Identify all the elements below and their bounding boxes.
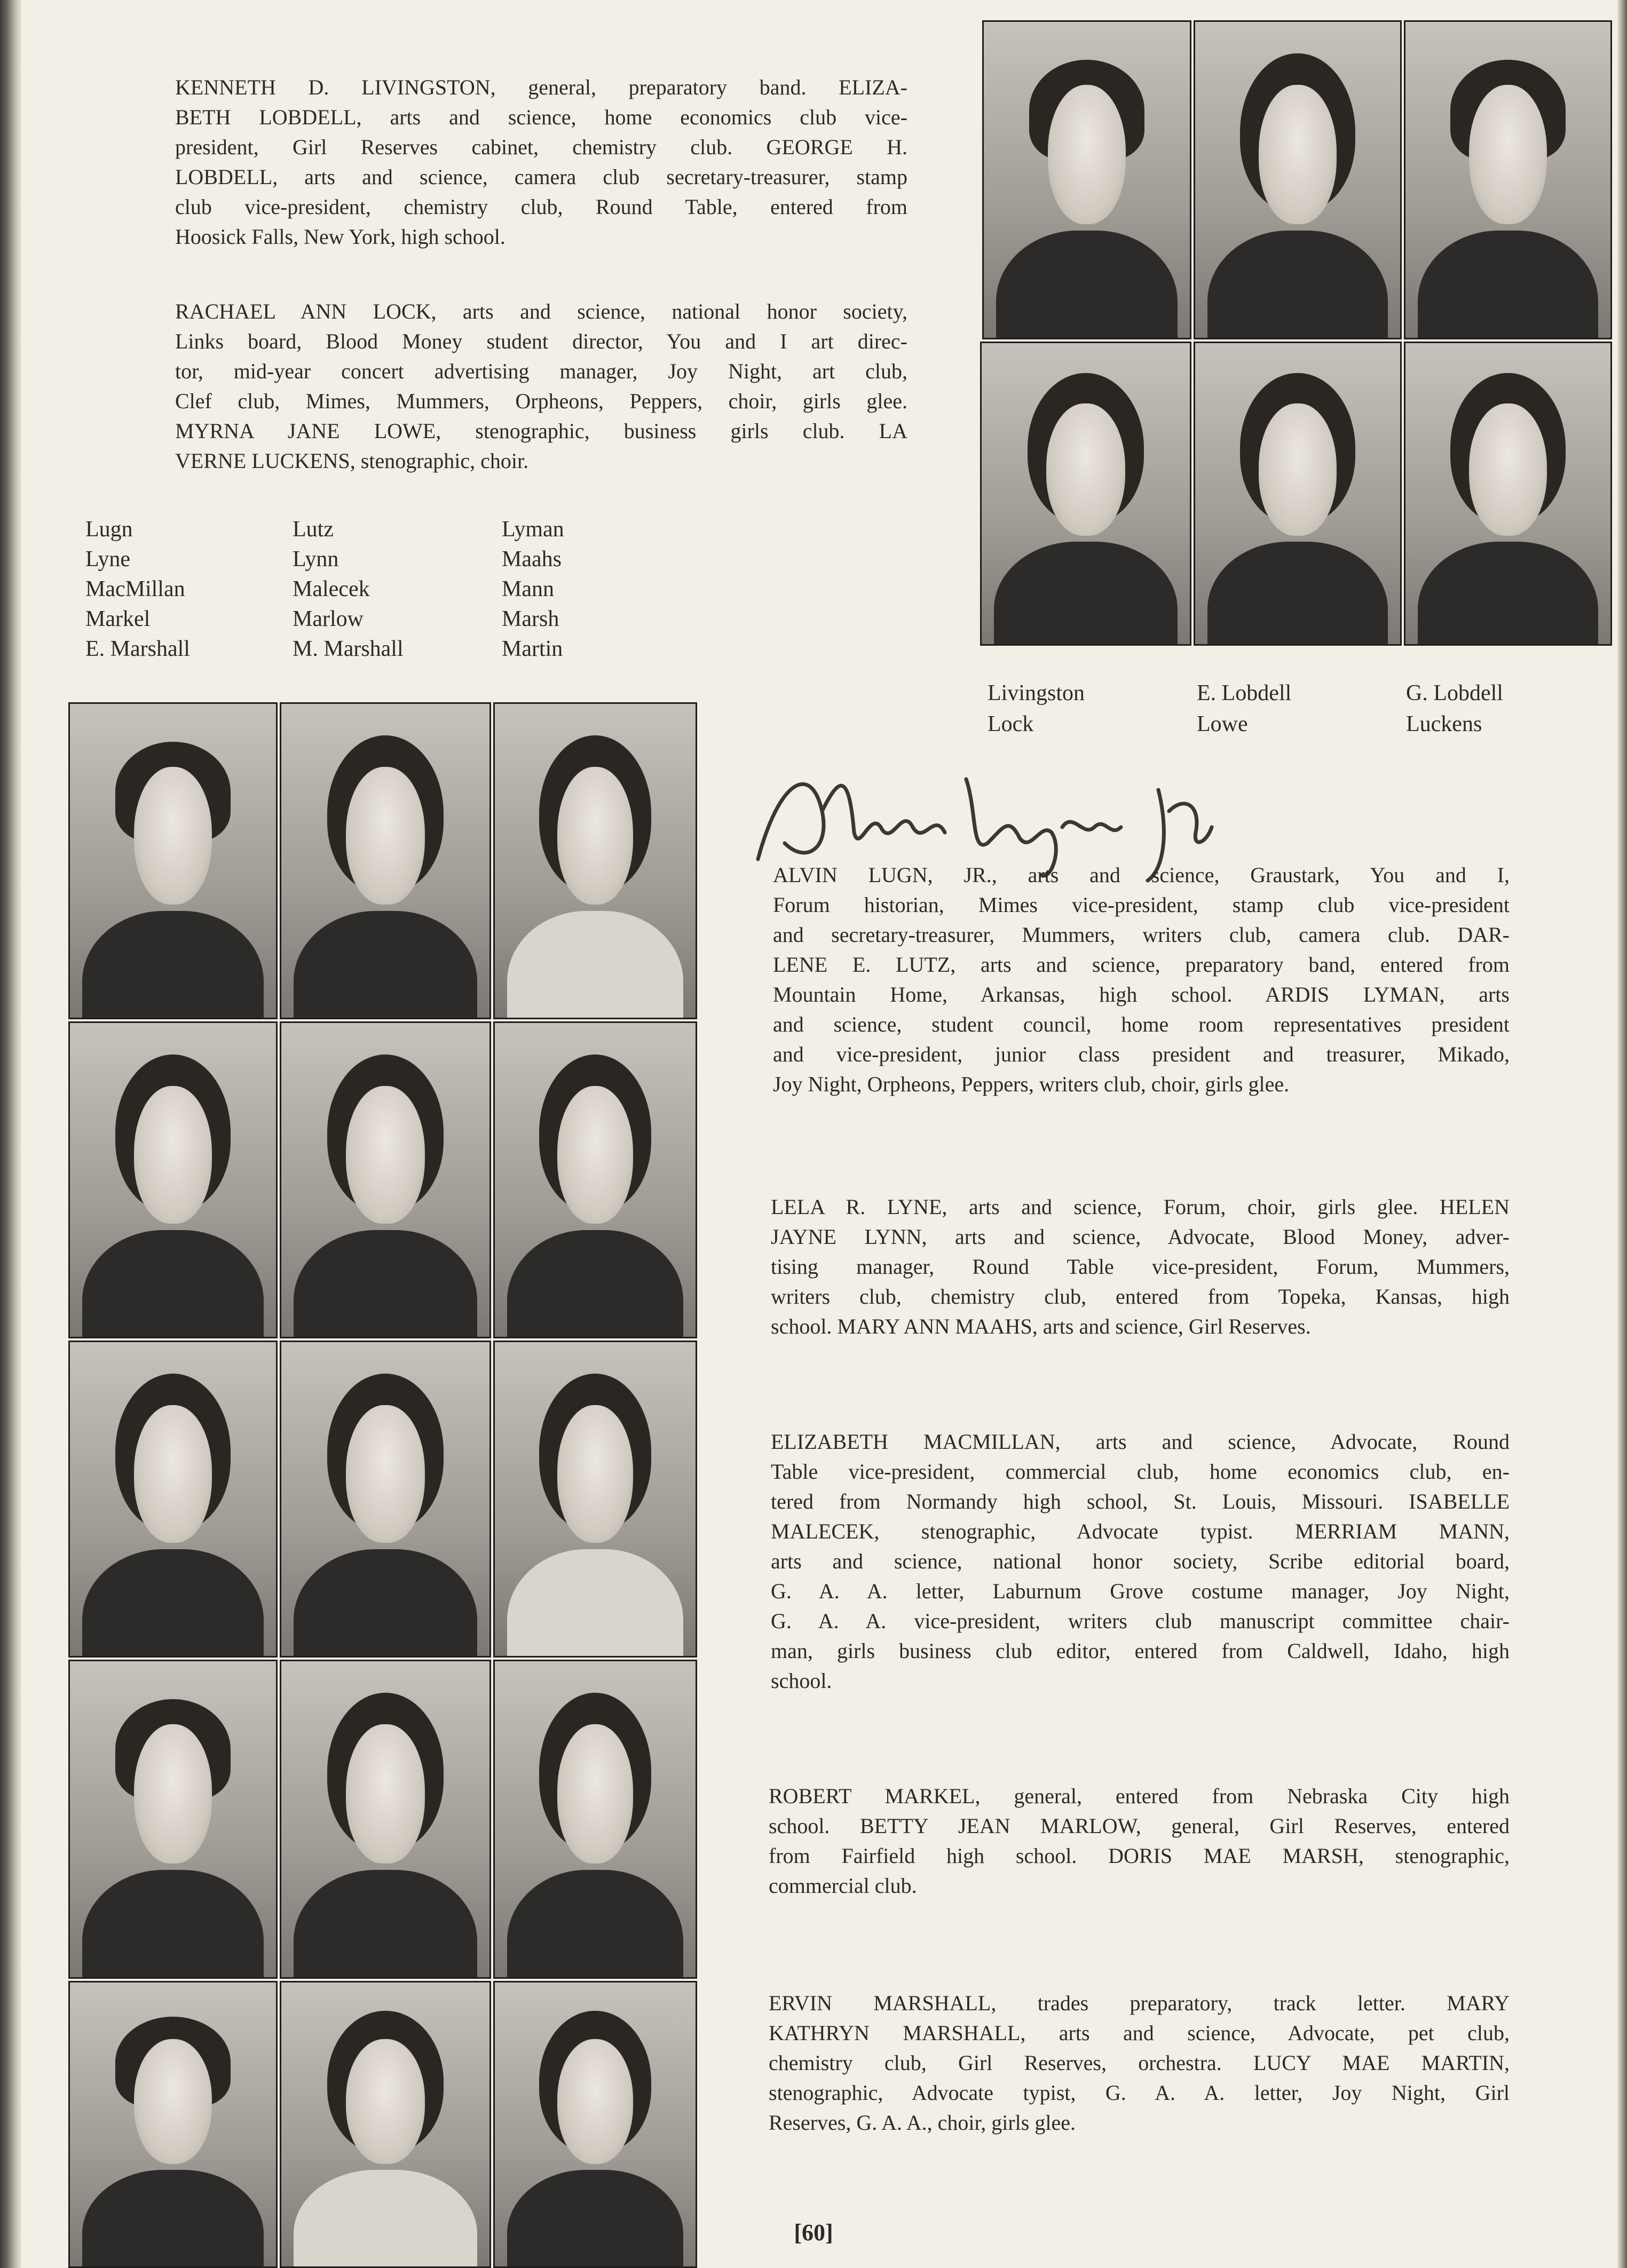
portrait-photo xyxy=(493,1021,697,1338)
name-item: E. Marshall xyxy=(85,637,190,661)
caption-column-1 xyxy=(988,678,1085,740)
name-item: Lugn xyxy=(85,517,133,542)
portrait-photo xyxy=(1194,20,1402,339)
name-item: Marlow xyxy=(293,607,364,631)
bio-markel-marlow-marsh: ROBERT MARKEL, general, entered from Nebraska City high school. BETTY JEAN MARLOW, general, Girl Reserves, entered from Fairfield high school. DORIS MAE MARSH, stenographic, commercial club. xyxy=(769,1784,1510,1898)
name-column-2 xyxy=(293,514,404,664)
name-item: Lyman xyxy=(502,517,564,542)
portrait-photo xyxy=(280,702,491,1019)
caption-item: Lowe xyxy=(1197,712,1248,736)
portrait-photo xyxy=(980,342,1191,646)
name-item: MacMillan xyxy=(85,577,185,601)
bio-marshall-marshall-martin: ERVIN MARSHALL, trades preparatory, track letter. MARY KATHRYN MARSHALL, arts and science, Advocate, pet club, chemistry club, Girl Reserves, orchestra. LUCY MAE MARTIN, stenographic, Advocate typist, G. A. A. letter, Joy Night, Girl Reserves, G. A. A., choir, girls glee. xyxy=(769,1991,1510,2135)
portrait-photo xyxy=(280,1021,491,1338)
portrait-photo xyxy=(1404,342,1612,646)
bio-lyne-lynn-maahs: LELA R. LYNE, arts and science, Forum, choir, girls glee. HELEN JAYNE LYNN, arts and science, Advocate, Blood Money, adver- tising manager, Round Table vice-president, Forum, Mummers, writers club, chemistry club, entered from Topeka, Kansas, high school. MARY ANN MAAHS, arts and science, Girl Reserves. xyxy=(771,1195,1510,1338)
caption-item: E. Lobdell xyxy=(1197,681,1292,705)
portrait-photo xyxy=(1194,342,1402,646)
portrait-photo xyxy=(68,1341,278,1658)
portrait-photo xyxy=(68,1660,278,1979)
bio-livingston-lobdell: KENNETH D. LIVINGSTON, general, preparatory band. ELIZA- BETH LOBDELL, arts and science, home economics club vice- president, Girl Reserves cabinet, chemistry club. GEORGE H. LOBDELL, arts and science, camera club secretary-treasurer, stamp club vice-president, chemistry club, Round Table, entered from Hoosick Falls, New York, high school. xyxy=(175,75,907,249)
portrait-photo xyxy=(493,1341,697,1658)
portrait-photo xyxy=(280,1341,491,1658)
name-item: Lyne xyxy=(85,547,130,572)
caption-item: Luckens xyxy=(1406,712,1482,736)
bio-lugn-lutz-lyman: ALVIN LUGN, JR., arts and science, Graustark, You and I, Forum historian, Mimes vice-president, stamp club vice-president and secretary-treasurer, Mummers, writers club, camera club. DAR- LENE E. LUTZ, arts and science, preparatory band, entered from Mountain Home, Arkansas, high school. ARDIS LYMAN, arts and science, student council, home room representatives president and vice-president, junior class president and treasurer, Mikado, Joy Night, Orpheons, Peppers, writers club, choir, girls glee. xyxy=(773,863,1510,1096)
name-item: Marsh xyxy=(502,607,559,631)
name-item: M. Marshall xyxy=(293,637,404,661)
name-item: Lynn xyxy=(293,547,339,572)
name-column-1 xyxy=(85,514,190,664)
name-item: Maahs xyxy=(502,547,562,572)
portrait-photo xyxy=(280,1660,491,1979)
portrait-photo xyxy=(1404,20,1612,339)
portrait-photo xyxy=(493,702,697,1019)
name-item: Markel xyxy=(85,607,151,631)
name-column-3 xyxy=(502,514,564,664)
portrait-photo xyxy=(982,20,1191,339)
name-item: Lutz xyxy=(293,517,334,542)
book-gutter xyxy=(0,0,21,2268)
portrait-photo xyxy=(68,702,278,1019)
portrait-photo xyxy=(68,1021,278,1338)
caption-column-2 xyxy=(1197,678,1291,740)
caption-column-3 xyxy=(1406,678,1503,740)
page-edge xyxy=(1617,0,1627,2268)
caption-item: G. Lobdell xyxy=(1406,681,1503,705)
caption-item: Livingston xyxy=(988,681,1085,705)
bio-lock-lowe-luckens: RACHAEL ANN LOCK, arts and science, national honor society, Links board, Blood Money student director, You and I art direc- tor, mid-year concert advertising manager, Joy Night, art club, Clef club, Mimes, Mummers, Orpheons, Peppers, choir, girls glee. MYRNA JANE LOWE, stenographic, business girls club. LA VERNE LUCKENS, stenographic, choir. xyxy=(175,299,907,473)
portrait-photo xyxy=(493,1660,697,1979)
page-number: [60] xyxy=(794,2219,833,2246)
name-item: Malecek xyxy=(293,577,370,601)
name-item: Martin xyxy=(502,637,563,661)
bio-macmillan-malecek-mann: ELIZABETH MACMILLAN, arts and science, Advocate, Round Table vice-president, commercial club, home economics club, en- tered from Normandy high school, St. Louis, Missouri. ISABELLE MALECEK, stenographic, Advocate typist. MERRIAM MANN, arts and science, national honor society, Scribe editorial board, G. A. A. letter, Laburnum Grove costume manager, Joy Night, G. A. A. vice-president, writers club manuscript committee chair- man, girls business club editor, entered from Caldwell, Idaho, high school. xyxy=(771,1430,1510,1693)
name-item: Mann xyxy=(502,577,554,601)
caption-item: Lock xyxy=(988,712,1034,736)
